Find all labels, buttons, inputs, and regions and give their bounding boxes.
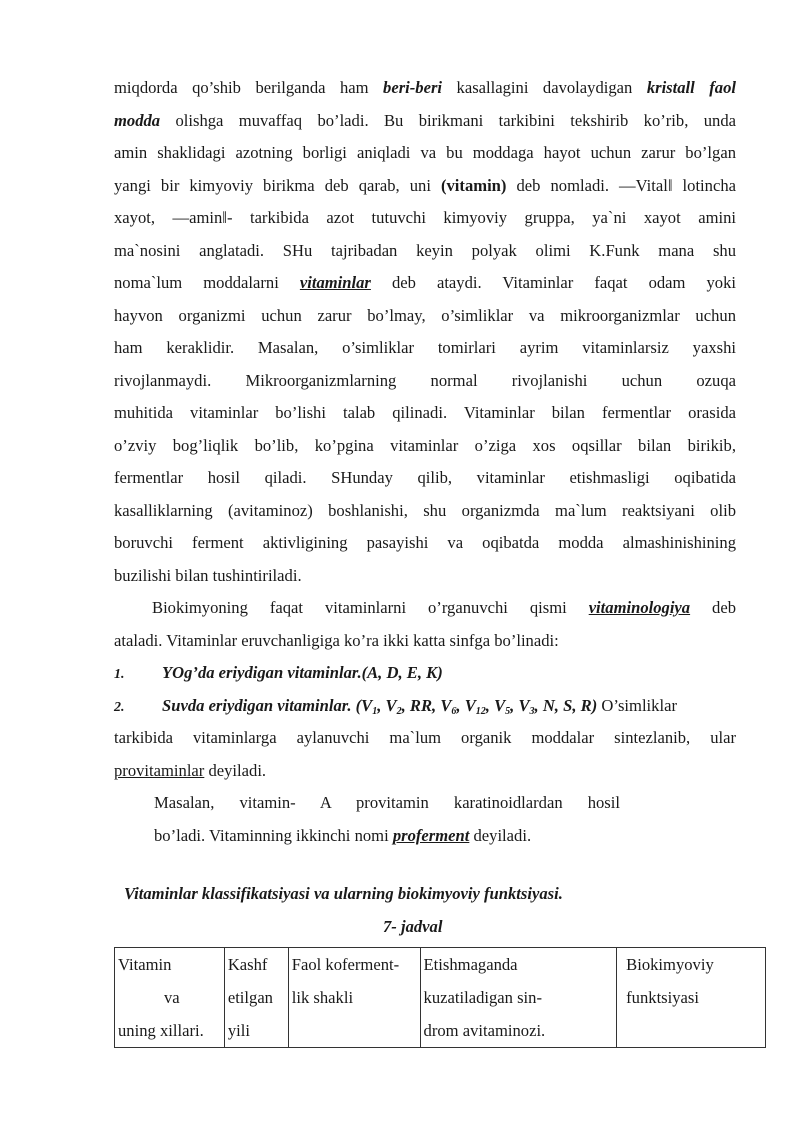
table-caption: 7- jadval	[383, 917, 443, 936]
list-text: Suvda eriydigan vitaminlar. ($V_1$, $V_2$, RR, $V_6$, $V_{12}$, $V_5$, $V_3$, N, S, R)	[162, 696, 598, 717]
text-run: olishga muvaffaq bo’ladi. Bu birikmani tarkibini tekshirib ko’rib, unda	[160, 111, 736, 130]
table-header-cell: Etishmaganda kuzatiladigan sin- drom avitaminozi.	[420, 948, 617, 1048]
text-run: deyiladi.	[204, 761, 267, 780]
list-item-1	[114, 663, 736, 685]
table-header-cell: Biokimyoviy funktsiyasi	[617, 948, 766, 1048]
list-number: 2.	[114, 700, 125, 715]
text-run: deyiladi.	[469, 826, 532, 845]
paragraph-line: ma`nosini anglatadi. SHu tajribadan keyin polyak olimi K.Funk mana shu	[114, 241, 736, 260]
paragraph-line	[114, 78, 736, 98]
text-run: O’simliklar	[597, 696, 677, 715]
text-run: deb	[690, 598, 737, 617]
paragraph-line	[114, 273, 736, 293]
text-run: deb ataydi. Vitaminlar faqat odam yoki	[370, 273, 736, 292]
paragraph-line: kasalliklarning (avitaminoz) boshlanishi, shu organizmda ma`lum reaktsiyani olib	[114, 501, 736, 520]
text-run: kasallagini davolaydigan	[442, 78, 647, 97]
paragraph-line: ham keraklidir. Masalan, o’simliklar tomirlari ayrim vitaminlarsiz yaxshi	[114, 338, 736, 357]
paragraph-line	[152, 598, 736, 618]
list-number: 1.	[114, 667, 125, 682]
table-header-cell: Vitamin va uning xillari.	[115, 948, 225, 1048]
paragraph-line: tarkibida vitaminlarga aylanuvchi ma`lum organik moddalar sintezlanib, ular	[114, 728, 736, 747]
vitamin-table	[114, 947, 766, 1048]
emphasis-beri-beri: beri-beri	[383, 78, 443, 97]
text-run: yangi bir kimyoviy birikma deb qarab, uni	[114, 176, 441, 195]
paragraph-line	[154, 826, 776, 846]
paragraph-line: rivojlanmaydi. Mikroorganizmlarning normal rivojlanishi uchun ozuqa	[114, 371, 736, 390]
paragraph-line	[114, 176, 736, 196]
list-text: YOg’da eriydigan vitaminlar.(A, D, E, K)	[162, 663, 443, 682]
term-vitaminlar: vitaminlar	[299, 273, 371, 292]
table-header-row	[115, 948, 766, 1048]
text-run: Biokimyoning faqat vitaminlarni o’rganuvchi qismi	[152, 598, 589, 617]
table-header-cell: Faol koferment- lik shakli	[288, 948, 420, 1048]
list-item-2	[114, 696, 736, 722]
emphasis-kristall: kristall faol	[646, 78, 736, 97]
emphasis-modda: modda	[114, 111, 161, 130]
text-run: bo’ladi. Vitaminning ikkinchi nomi	[154, 826, 393, 845]
paragraph-line: xayot, ―amin‖- tarkibida azot tutuvchi kimyoviy gruppa, ya`ni xayot amini	[114, 208, 736, 227]
paragraph-line: fermentlar hosil qiladi. SHunday qilib, vitaminlar etishmasligi oqibatida	[114, 468, 736, 487]
paragraph-line: o’zviy bog’liqlik bo’lib, ko’pgina vitaminlar o’ziga xos oqsillar bilan birikib,	[114, 436, 736, 455]
paragraph-line: Masalan, vitamin- A provitamin karatinoidlardan hosil	[154, 793, 620, 812]
paragraph-line: ataladi. Vitaminlar eruvchanligiga ko’ra ikki katta sinfga bo’linadi:	[114, 631, 559, 650]
term-proferment: proferment	[392, 826, 470, 845]
paragraph-line: hayvon organizmi uchun zarur bo’lmay, o’simliklar va mikroorganizmlar uchun	[114, 306, 736, 325]
text-run: miqdorda qo’shib berilganda ham	[114, 78, 384, 97]
emphasis-vitamin: (vitamin)	[440, 176, 507, 195]
term-provitaminlar: provitaminlar	[114, 761, 205, 780]
paragraph-line: buzilishi bilan tushintiriladi.	[114, 566, 302, 585]
table-header-cell: Kashf etilgan yili	[224, 948, 288, 1048]
text-run: noma`lum moddalarni	[114, 273, 300, 292]
term-vitaminologiya: vitaminologiya	[588, 598, 691, 617]
paragraph-line: muhitida vitaminlar bo’lishi talab qilinadi. Vitaminlar bilan fermentlar orasida	[114, 403, 736, 422]
paragraph-line	[114, 111, 736, 131]
paragraph-line	[114, 761, 736, 781]
paragraph-line: boruvchi ferment aktivligining pasayishi va oqibatda modda almashinishining	[114, 533, 736, 552]
section-heading: Vitaminlar klassifikatsiyasi va ularning biokimyoviy funktsiyasi.	[124, 884, 563, 903]
text-run: deb nomladi. ―Vital‖ lotincha	[506, 176, 736, 195]
paragraph-line: amin shaklidagi azotning borligi aniqladi va bu moddaga hayot uchun zarur bo’lgan	[114, 143, 736, 162]
